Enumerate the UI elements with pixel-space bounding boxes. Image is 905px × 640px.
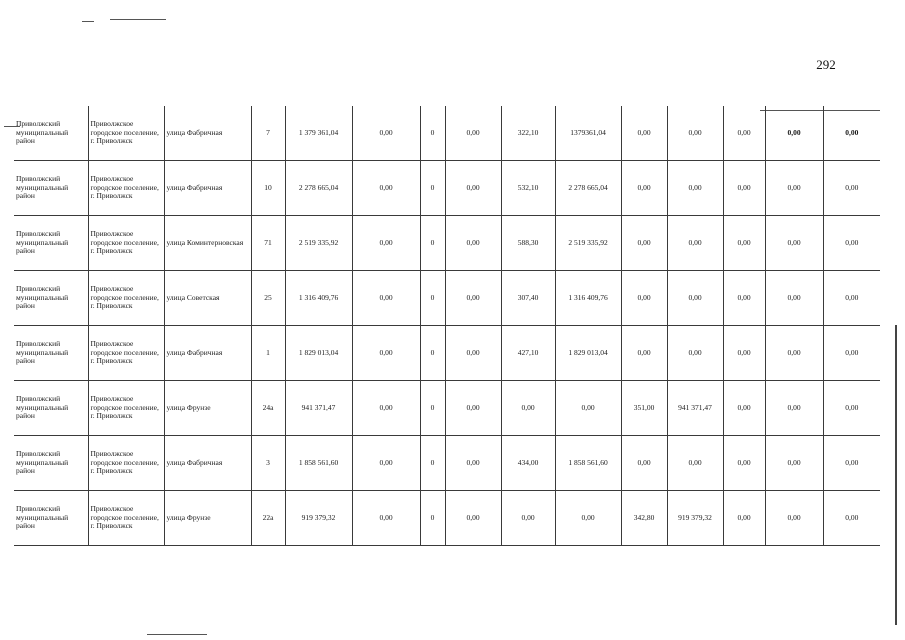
cell-settlement: Приволжское городское поселение, г. Приволжск — [88, 326, 164, 381]
cell-street: улица Фрунзе — [164, 381, 251, 436]
cell-district: Приволжский муниципальный район — [14, 106, 88, 161]
cell-c5: 0,00 — [667, 216, 723, 271]
cell-street: улица Фабричная — [164, 161, 251, 216]
cell-settlement: Приволжское городское поселение, г. Приволжск — [88, 106, 164, 161]
cell-c7: 0,00 — [765, 106, 823, 161]
cell-settlement: Приволжское городское поселение, г. Приволжск — [88, 216, 164, 271]
cell-c8: 0,00 — [823, 106, 880, 161]
cell-c4: 342,80 — [621, 491, 667, 546]
table-row — [14, 271, 880, 326]
cell-c4: 0,00 — [621, 436, 667, 491]
cell-c7: 0,00 — [765, 216, 823, 271]
cell-c6: 0,00 — [723, 271, 765, 326]
cell-district: Приволжский муниципальный район — [14, 436, 88, 491]
cell-sum: 1 316 409,76 — [555, 271, 621, 326]
cell-settlement: Приволжское городское поселение, г. Приволжск — [88, 491, 164, 546]
cell-total: 1 316 409,76 — [285, 271, 352, 326]
cell-area: 0,00 — [501, 381, 555, 436]
cell-house: 25 — [251, 271, 285, 326]
cell-c5: 0,00 — [667, 271, 723, 326]
table-row — [14, 491, 880, 546]
cell-c6: 0,00 — [723, 161, 765, 216]
cell-c1: 0,00 — [352, 381, 420, 436]
cell-c2: 0 — [420, 381, 445, 436]
cell-street: улица Фабричная — [164, 326, 251, 381]
cell-sum: 0,00 — [555, 491, 621, 546]
cell-area: 322,10 — [501, 106, 555, 161]
data-table-container — [14, 106, 880, 546]
cell-house: 71 — [251, 216, 285, 271]
table-row — [14, 381, 880, 436]
cell-c2: 0 — [420, 161, 445, 216]
cell-c7: 0,00 — [765, 381, 823, 436]
cell-area: 434,00 — [501, 436, 555, 491]
cell-c2: 0 — [420, 491, 445, 546]
cell-house: 1 — [251, 326, 285, 381]
cell-area: 588,30 — [501, 216, 555, 271]
table-body — [14, 106, 880, 546]
cell-c4: 0,00 — [621, 326, 667, 381]
cell-c8: 0,00 — [823, 216, 880, 271]
cell-c3: 0,00 — [445, 491, 501, 546]
cell-street: улица Фрунзе — [164, 491, 251, 546]
cell-c2: 0 — [420, 436, 445, 491]
cell-c3: 0,00 — [445, 106, 501, 161]
cell-c5: 0,00 — [667, 106, 723, 161]
cell-settlement: Приволжское городское поселение, г. Приволжск — [88, 271, 164, 326]
cell-c6: 0,00 — [723, 491, 765, 546]
cell-street: улица Коминтерновская — [164, 216, 251, 271]
cell-c7: 0,00 — [765, 326, 823, 381]
cell-c2: 0 — [420, 216, 445, 271]
scan-mark-top-short — [82, 21, 94, 22]
table-row — [14, 436, 880, 491]
cell-total: 919 379,32 — [285, 491, 352, 546]
cell-district: Приволжский муниципальный район — [14, 381, 88, 436]
cell-c4: 351,00 — [621, 381, 667, 436]
cell-c5: 919 379,32 — [667, 491, 723, 546]
cell-c7: 0,00 — [765, 271, 823, 326]
cell-c3: 0,00 — [445, 161, 501, 216]
cell-c4: 0,00 — [621, 216, 667, 271]
cell-house: 22а — [251, 491, 285, 546]
cell-sum: 1 858 561,60 — [555, 436, 621, 491]
cell-c2: 0 — [420, 326, 445, 381]
cell-c6: 0,00 — [723, 216, 765, 271]
cell-c8: 0,00 — [823, 381, 880, 436]
cell-c6: 0,00 — [723, 436, 765, 491]
cell-sum: 0,00 — [555, 381, 621, 436]
cell-c3: 0,00 — [445, 216, 501, 271]
cell-total: 1 858 561,60 — [285, 436, 352, 491]
cell-total: 1 829 013,04 — [285, 326, 352, 381]
cell-area: 532,10 — [501, 161, 555, 216]
cell-c5: 0,00 — [667, 326, 723, 381]
scan-mark-bottom — [147, 634, 207, 635]
cell-district: Приволжский муниципальный район — [14, 216, 88, 271]
cell-c3: 0,00 — [445, 271, 501, 326]
housing-data-table — [14, 106, 880, 546]
cell-total: 941 371,47 — [285, 381, 352, 436]
cell-district: Приволжский муниципальный район — [14, 161, 88, 216]
page-number: 292 — [816, 57, 836, 72]
cell-c7: 0,00 — [765, 436, 823, 491]
cell-district: Приволжский муниципальный район — [14, 491, 88, 546]
table-row — [14, 326, 880, 381]
cell-settlement: Приволжское городское поселение, г. Приволжск — [88, 436, 164, 491]
cell-c8: 0,00 — [823, 161, 880, 216]
cell-c7: 0,00 — [765, 161, 823, 216]
cell-c6: 0,00 — [723, 381, 765, 436]
cell-c8: 0,00 — [823, 436, 880, 491]
table-row — [14, 216, 880, 271]
cell-c2: 0 — [420, 271, 445, 326]
cell-street: улица Советская — [164, 271, 251, 326]
cell-c3: 0,00 — [445, 381, 501, 436]
cell-c8: 0,00 — [823, 326, 880, 381]
cell-c4: 0,00 — [621, 106, 667, 161]
cell-c4: 0,00 — [621, 271, 667, 326]
cell-settlement: Приволжское городское поселение, г. Приволжск — [88, 161, 164, 216]
cell-sum: 2 519 335,92 — [555, 216, 621, 271]
cell-house: 24а — [251, 381, 285, 436]
cell-c1: 0,00 — [352, 326, 420, 381]
cell-c1: 0,00 — [352, 106, 420, 161]
cell-total: 2 278 665,04 — [285, 161, 352, 216]
table-row — [14, 106, 880, 161]
page-right-edge — [895, 325, 897, 625]
cell-total: 1 379 361,04 — [285, 106, 352, 161]
cell-c1: 0,00 — [352, 216, 420, 271]
cell-house: 7 — [251, 106, 285, 161]
cell-district: Приволжский муниципальный район — [14, 271, 88, 326]
cell-c1: 0,00 — [352, 491, 420, 546]
cell-street: улица Фабричная — [164, 106, 251, 161]
cell-c6: 0,00 — [723, 106, 765, 161]
cell-area: 427,10 — [501, 326, 555, 381]
cell-house: 10 — [251, 161, 285, 216]
cell-sum: 1379361,04 — [555, 106, 621, 161]
scan-mark-top — [110, 19, 166, 20]
cell-area: 0,00 — [501, 491, 555, 546]
cell-district: Приволжский муниципальный район — [14, 326, 88, 381]
cell-c1: 0,00 — [352, 161, 420, 216]
cell-house: 3 — [251, 436, 285, 491]
cell-c6: 0,00 — [723, 326, 765, 381]
cell-c7: 0,00 — [765, 491, 823, 546]
cell-sum: 1 829 013,04 — [555, 326, 621, 381]
cell-street: улица Фабричная — [164, 436, 251, 491]
cell-c8: 0,00 — [823, 491, 880, 546]
table-row — [14, 161, 880, 216]
cell-c5: 941 371,47 — [667, 381, 723, 436]
cell-c2: 0 — [420, 106, 445, 161]
cell-c3: 0,00 — [445, 326, 501, 381]
cell-c5: 0,00 — [667, 436, 723, 491]
cell-c4: 0,00 — [621, 161, 667, 216]
cell-settlement: Приволжское городское поселение, г. Приволжск — [88, 381, 164, 436]
cell-c8: 0,00 — [823, 271, 880, 326]
cell-c1: 0,00 — [352, 436, 420, 491]
cell-c5: 0,00 — [667, 161, 723, 216]
cell-c1: 0,00 — [352, 271, 420, 326]
cell-sum: 2 278 665,04 — [555, 161, 621, 216]
cell-area: 307,40 — [501, 271, 555, 326]
cell-total: 2 519 335,92 — [285, 216, 352, 271]
cell-c3: 0,00 — [445, 436, 501, 491]
